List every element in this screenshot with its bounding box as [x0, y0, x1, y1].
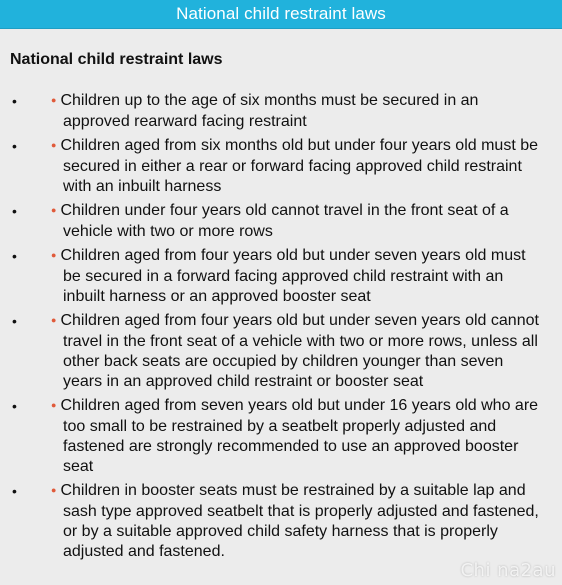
list-item-label: Children aged from four years old but under seven years old cannot travel in the front seat of a vehicle with two or more rows, unless all other back seats are occupied by children younger than seven years in an approved child restraint or booster seat [60, 312, 539, 390]
bullet-icon: • [12, 483, 17, 499]
list-item [0, 246, 562, 307]
bullet-icon: • [12, 313, 17, 329]
list-item-text [51, 91, 543, 132]
list-item-text [51, 136, 543, 197]
list-item-text [51, 481, 543, 562]
bullet-icon: • [12, 138, 17, 154]
bullet-icon: • [12, 248, 17, 264]
list-item [0, 91, 562, 132]
header-bar [0, 0, 562, 29]
list-item-text [51, 201, 543, 242]
list-item-text [51, 396, 543, 477]
list-item-label: Children aged from four years old but under seven years old must be secured in a forward facing approved child restraint with an inbuilt harness or an approved booster seat [60, 247, 526, 305]
header-title: National child restraint laws [176, 4, 386, 23]
small-dot-icon: ● [51, 485, 57, 495]
small-dot-icon: ● [51, 140, 57, 150]
list-item-label: Children under four years old cannot travel in the front seat of a vehicle with two or more rows [60, 202, 509, 240]
page-title: National child restraint laws [10, 51, 223, 68]
list-item [0, 481, 562, 562]
list-item-text [51, 246, 543, 307]
list-item [0, 396, 562, 477]
list-item [0, 136, 562, 197]
watermark: Chi na2au [460, 560, 556, 581]
restraint-law-list [0, 91, 562, 566]
list-item-label: Children in booster seats must be restrained by a suitable lap and sash type approved seatbelt that is properly adjusted and fastened, or by a suitable approved child safety harness that is properly adjusted and fastened. [60, 482, 539, 560]
list-item-label: Children aged from seven years old but under 16 years old who are too small to be restrained by a seatbelt properly adjusted and fastened are strongly recommended to use an approved booster seat [60, 397, 539, 475]
bullet-icon: • [12, 203, 17, 219]
list-item-label: Children aged from six months old but under four years old must be secured in either a rear or forward facing approved child restraint with an inbuilt harness [60, 137, 539, 195]
small-dot-icon: ● [51, 250, 57, 260]
small-dot-icon: ● [51, 400, 57, 410]
small-dot-icon: ● [51, 95, 57, 105]
list-item [0, 201, 562, 242]
list-item [0, 311, 562, 392]
bullet-icon: • [12, 93, 17, 109]
bullet-icon: • [12, 398, 17, 414]
list-item-label: Children up to the age of six months must be secured in an approved rearward facing restraint [60, 92, 479, 130]
content-panel [0, 29, 562, 585]
list-item-text [51, 311, 543, 392]
small-dot-icon: ● [51, 205, 57, 215]
small-dot-icon: ● [51, 315, 57, 325]
